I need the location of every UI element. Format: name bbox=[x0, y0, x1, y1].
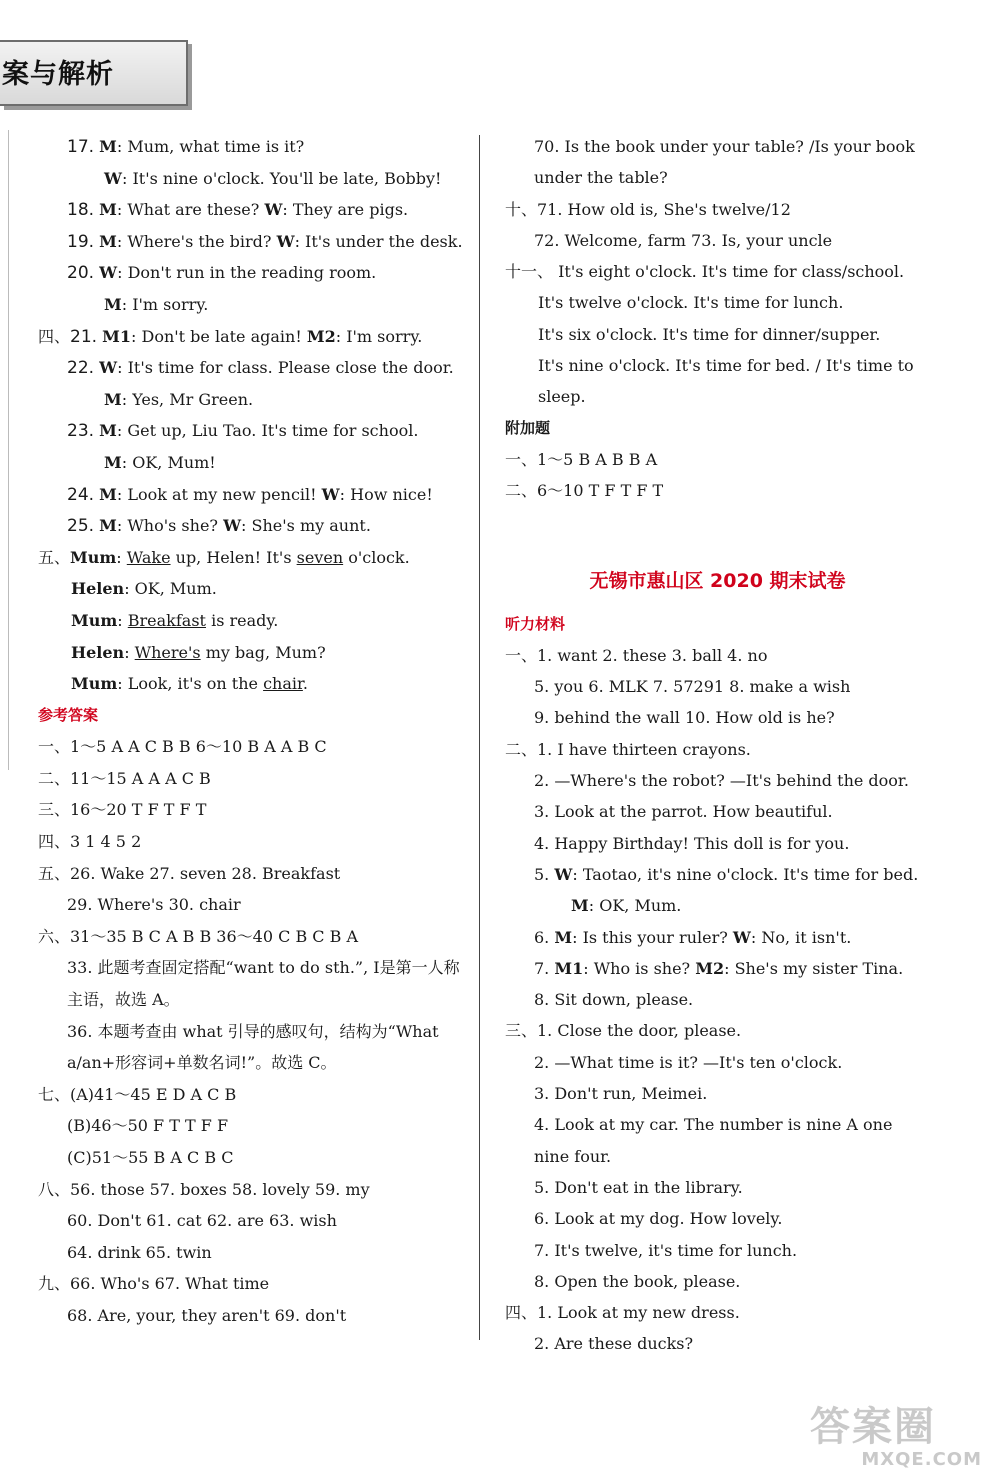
script-line: M: OK, Mum. bbox=[571, 896, 682, 916]
dialogue-line: 17. M: Mum, what time is it? bbox=[67, 137, 305, 157]
script-line: 7. M1: Who is she? M2: She's my sister Tina. bbox=[534, 958, 904, 978]
extra-questions-heading: 附加题 bbox=[505, 418, 551, 437]
watermark-logo bbox=[810, 1405, 988, 1471]
answer-line: 二、6～10 T F T F T bbox=[505, 481, 664, 501]
script-line: 5. Don't eat in the library. bbox=[534, 1177, 743, 1197]
answer-line: 68. Are, your, they aren't 69. don't bbox=[67, 1305, 347, 1325]
dialogue-line: 24. M: Look at my new pencil! W: How nice! bbox=[67, 484, 433, 505]
dialogue-line: 四、21. M1: Don't be late again! M2: I'm sorry. bbox=[38, 326, 423, 347]
script-line: 2. —Where's the robot? —It's behind the door. bbox=[534, 771, 909, 791]
answer-line: 三、16～20 T F T F T bbox=[38, 800, 207, 820]
dialogue-line: 22. W: It's time for class. Please close the door. bbox=[67, 358, 454, 379]
dialogue-line: Mum: Look, it's on the chair. bbox=[71, 674, 308, 694]
script-line: 四、1. Look at my new dress. bbox=[505, 1303, 740, 1323]
script-line: 8. Open the book, please. bbox=[534, 1271, 741, 1291]
script-line: 8. Sit down, please. bbox=[534, 990, 694, 1010]
dialogue-line: Mum: Breakfast is ready. bbox=[71, 610, 279, 630]
answer-line: (C)51～55 B A C B C bbox=[67, 1148, 234, 1167]
answer-explanation: 33. 此题考查固定搭配“want to do sth.”, I是第一人称主语，故选 A。 bbox=[67, 958, 460, 1010]
dialogue-line: 20. W: Don't run in the reading room. bbox=[67, 263, 377, 284]
answer-line: 九、66. Who's 67. What time bbox=[38, 1274, 270, 1294]
answer-line: 60. Don't 61. cat 62. are 63. wish bbox=[67, 1211, 337, 1231]
dialogue-line: Helen: Where's my bag, Mum? bbox=[71, 642, 326, 662]
answer-line: It's twelve o'clock. It's time for lunch. bbox=[538, 293, 844, 313]
answer-line: 70. Is the book under your table? /Is your book under the table? bbox=[534, 137, 915, 188]
dialogue-line: 五、Mum: Wake up, Helen! It's seven o'clock. bbox=[38, 547, 410, 567]
answer-line: 七、(A)41～45 E D A C B bbox=[38, 1084, 237, 1104]
answer-line: 一、1～5 B A B B A bbox=[505, 449, 658, 469]
answer-line: 十一、 It's eight o'clock. It's time for class/school. bbox=[505, 262, 905, 282]
column-divider bbox=[479, 135, 480, 1340]
watermark-url: MXQE.COM bbox=[861, 1449, 982, 1470]
page-header-title: 案与解析 bbox=[2, 59, 114, 90]
spacer bbox=[505, 507, 930, 553]
answer-line: It's six o'clock. It's time for dinner/supper. bbox=[538, 324, 881, 344]
answer-line: 72. Welcome, farm 73. Is, your uncle bbox=[534, 230, 833, 250]
answer-line: 十、71. How old is, She's twelve/12 bbox=[505, 199, 791, 219]
answer-line: 一、1～5 A A C B B 6～10 B A A B C bbox=[38, 737, 327, 757]
answer-line: 六、31～35 B C A B B 36～40 C B C B A bbox=[38, 926, 359, 946]
answer-line: 四、3 1 4 5 2 bbox=[38, 832, 142, 852]
script-line: 一、1. want 2. these 3. ball 4. no bbox=[505, 645, 768, 665]
dialogue-line: 25. M: Who's she? W: She's my aunt. bbox=[67, 516, 371, 537]
answer-line: 八、56. those 57. boxes 58. lovely 59. my bbox=[38, 1179, 370, 1199]
dialogue-line: M: Yes, Mr Green. bbox=[104, 389, 254, 409]
script-line: 2. Are these ducks? bbox=[534, 1334, 694, 1354]
script-line: 二、1. I have thirteen crayons. bbox=[505, 739, 751, 759]
script-line: 7. It's twelve, it's time for lunch. bbox=[534, 1240, 798, 1260]
exam-title: 无锡市惠山区 2020 期末试卷 bbox=[589, 569, 846, 592]
answer-line: 二、11～15 A A A C B bbox=[38, 768, 211, 788]
answer-line: (B)46～50 F T T F F bbox=[67, 1116, 229, 1136]
answer-line: It's nine o'clock. It's time for bed. / It's time to sleep. bbox=[538, 356, 914, 407]
script-line: 5. you 6. MLK 7. 57291 8. make a wish bbox=[534, 677, 851, 697]
script-line: 9. behind the wall 10. How old is he? bbox=[534, 708, 835, 728]
script-line: 3. Look at the parrot. How beautiful. bbox=[534, 802, 833, 822]
dialogue-line: M: OK, Mum! bbox=[104, 452, 216, 472]
script-line: 三、1. Close the door, please. bbox=[505, 1021, 742, 1041]
listening-heading: 听力材料 bbox=[505, 614, 566, 633]
dialogue-line: M: I'm sorry. bbox=[104, 294, 209, 314]
script-line: 2. —What time is it? —It's ten o'clock. bbox=[534, 1052, 843, 1072]
left-column bbox=[38, 131, 468, 1332]
script-line: 6. Look at my dog. How lovely. bbox=[534, 1209, 783, 1229]
answer-line: 五、26. Wake 27. seven 28. Breakfast bbox=[38, 863, 341, 883]
right-column bbox=[505, 131, 930, 1360]
dialogue-line: W: It's nine o'clock. You'll be late, Bobby! bbox=[104, 168, 442, 188]
answer-line: 64. drink 65. twin bbox=[67, 1242, 212, 1262]
script-line: 3. Don't run, Meimei. bbox=[534, 1084, 708, 1104]
dialogue-line: 23. M: Get up, Liu Tao. It's time for school. bbox=[67, 421, 419, 442]
script-line: 5. W: Taotao, it's nine o'clock. It's time for bed. bbox=[534, 864, 919, 884]
answer-line: 29. Where's 30. chair bbox=[67, 895, 241, 915]
left-margin-rule bbox=[8, 130, 9, 770]
answer-explanation: 36. 本题考查由 what 引导的感叹句，结构为“What a/an+形容词+单数名词!”。故选 C。 bbox=[67, 1021, 439, 1073]
script-line: 4. Happy Birthday! This doll is for you. bbox=[534, 833, 850, 853]
watermark-text: 答案圈 bbox=[810, 1404, 936, 1450]
dialogue-line: 19. M: Where's the bird? W: It's under the desk. bbox=[67, 231, 463, 252]
script-line: 4. Look at my car. The number is nine A one nine four. bbox=[534, 1115, 893, 1166]
answers-heading: 参考答案 bbox=[38, 705, 99, 724]
dialogue-line: 18. M: What are these? W: They are pigs. bbox=[67, 200, 409, 221]
dialogue-line: Helen: OK, Mum. bbox=[71, 579, 217, 599]
script-line: 6. M: Is this your ruler? W: No, it isn't. bbox=[534, 927, 852, 947]
